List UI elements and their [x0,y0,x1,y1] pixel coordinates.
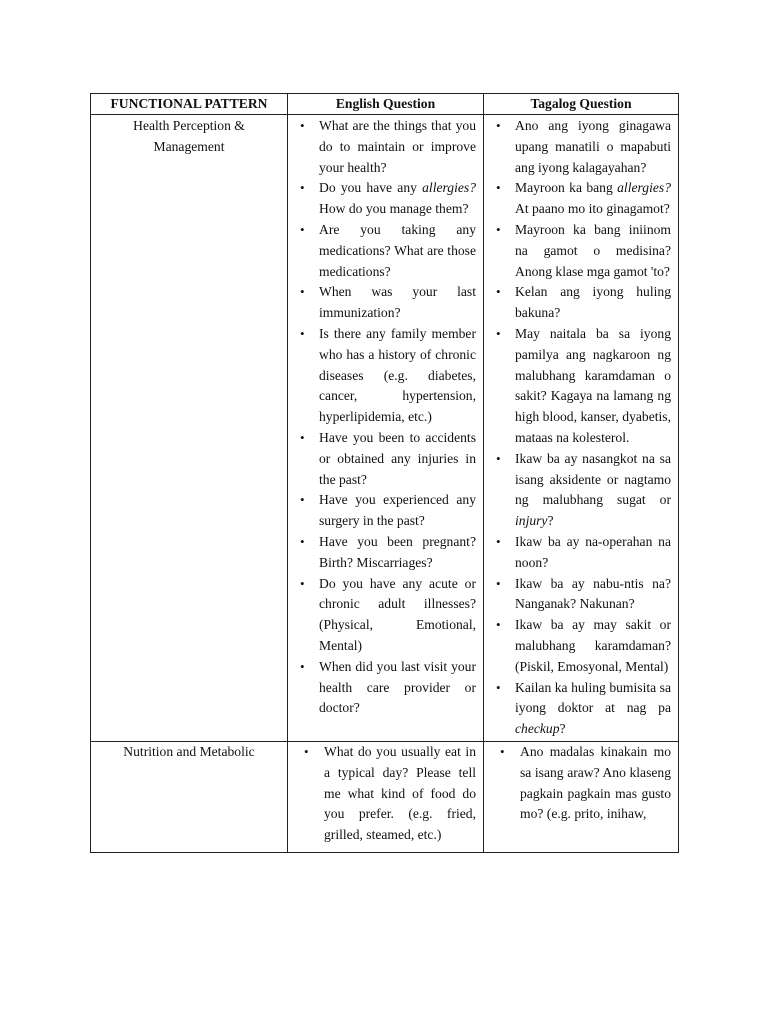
question-text: Have you been pregnant? Birth? Miscarriages? [319,533,476,570]
bullet-icon: • [300,325,305,341]
bullet-icon: • [500,743,505,759]
bullet-icon: • [496,533,501,549]
question-item [496,220,671,282]
question-item [300,178,476,220]
question-text: Ano ang iyong ginagawa upang manatili o mapabuti ang iyong kalagayahan? [515,118,671,175]
question-item [300,574,476,657]
question-item [496,324,671,449]
question-text: Do you have any allergies? How do you manage them? [319,180,476,217]
functional-pattern-table [90,93,679,853]
table-row [91,115,679,742]
english-questions-cell [288,741,484,852]
question-text: When was your last immunization? [319,284,476,321]
question-text: Ano madalas kinakain mo sa isang araw? Ano klaseng pagkain pagkain mas gusto mo? (e.g. prito, inihaw, [520,743,671,822]
table-row [91,741,679,852]
question-item [300,282,476,324]
question-text: Have you experienced any surgery in the past? [319,492,476,529]
question-text: Do you have any acute or chronic adult illnesses? (Physical, Emotional, Mental) [319,575,476,653]
question-item [300,220,476,282]
question-text: Ikaw ba ay nabu-ntis na? Nanganak? Nakunan? [515,575,671,612]
bullet-icon: • [496,221,501,237]
question-item [300,116,476,178]
question-text: May naitala ba sa iyong pamilya ang nagkaroon ng malubhang karamdaman o sakit? Kagaya na lamang ng high blood, kanser, dyabetis, mataas na kolesterol. [515,325,671,445]
bullet-icon: • [496,325,501,341]
question-text: Is there any family member who has a history of chronic diseases (e.g. diabetes, cancer, hypertension, hyperlipidemia, etc.) [319,325,476,425]
header-tagalog-question: Tagalog Question [484,94,679,115]
bullet-icon: • [496,575,501,591]
question-text: What are the things that you do to maintain or improve your health? [319,118,476,175]
question-item [300,324,476,428]
bullet-icon: • [496,617,501,633]
bullet-icon: • [496,679,501,695]
question-item [496,449,671,532]
bullet-icon: • [304,743,309,759]
question-text: Mayroon ka bang allergies? At paano mo ito ginagamot? [515,180,671,217]
bullet-icon: • [300,492,305,508]
bullet-icon: • [300,221,305,237]
bullet-icon: • [300,658,305,674]
question-item [300,490,476,532]
question-item [496,678,671,740]
header-english-question: English Question [288,94,484,115]
bullet-icon: • [300,575,305,591]
question-item [496,178,671,220]
bullet-icon: • [300,533,305,549]
question-item [496,116,671,178]
question-text: Mayroon ka bang iniinom na gamot o medisina? Anong klase mga gamot 'to? [515,221,671,279]
pattern-cell [91,741,288,852]
english-question-list [295,116,476,719]
question-item [496,282,671,324]
question-item [500,742,671,825]
bullet-icon: • [496,450,501,466]
bullet-icon: • [496,118,501,133]
bullet-icon: • [496,284,501,300]
question-item [496,532,671,574]
pattern-label: Health Perception & Management [133,118,245,154]
question-text: Ikaw ba ay may sakit or malubhang karamdaman? (Piskil, Emosyonal, Mental) [515,617,671,674]
english-questions-cell [288,115,484,742]
tagalog-question-list [491,116,671,740]
bullet-icon: • [300,118,305,133]
bullet-icon: • [300,429,305,445]
pattern-cell [91,115,288,742]
question-text: Ikaw ba ay nasangkot na sa isang aksidente or nagtamo ng malubhang sugat or injury? [515,450,671,529]
question-item [496,615,671,677]
question-item [496,574,671,616]
bullet-icon: • [300,180,305,196]
header-row [91,94,679,115]
tagalog-questions-cell [484,115,679,742]
header-functional-pattern: FUNCTIONAL PATTERN [91,94,288,115]
question-text: Kailan ka huling bumisita sa iyong doktor at nag pa checkup? [515,679,671,737]
question-item [300,657,476,719]
tagalog-question-list [491,742,671,825]
question-item [300,532,476,574]
question-item [300,428,476,490]
question-text: Kelan ang iyong huling bakuna? [515,284,671,321]
bullet-icon: • [496,180,501,196]
english-question-list [295,742,476,846]
question-text: When did you last visit your health care provider or doctor? [319,658,476,716]
question-text: Ikaw ba ay na-operahan na noon? [515,533,671,570]
question-text: Are you taking any medications? What are those medications? [319,221,476,279]
bullet-icon: • [300,284,305,300]
question-text: What do you usually eat in a typical day? Please tell me what kind of food do you prefer. (e.g. fried, grilled, steamed, etc.) [324,743,476,843]
pattern-label: Nutrition and Metabolic [123,743,255,759]
question-item [304,742,476,846]
question-text: Have you been to accidents or obtained any injuries in the past? [319,429,476,487]
tagalog-questions-cell [484,741,679,852]
